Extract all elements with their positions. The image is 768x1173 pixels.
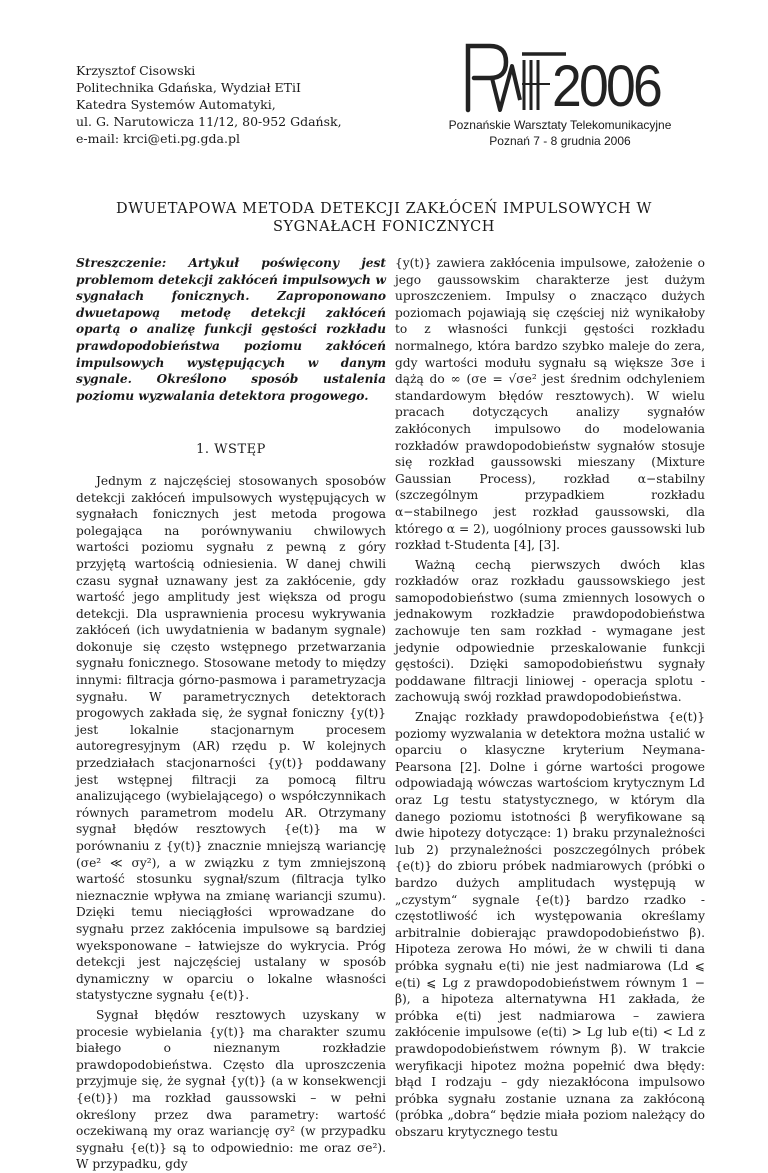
author-email: e-mail: krci@eti.pg.gda.pl [76,131,240,146]
paper-title [60,200,708,236]
logo-caption-date: Poznań 7 - 8 grudnia 2006 [489,134,631,148]
body-paragraph: Znając rozkłady prawdopodobieństwa {e(t)} poziomy wyzwalania w detektora można ustalić w oparciu o klasyczne kryterium Neymana-Pearsona [2]. Dolne i górne wartości progowe odpowiadają wówczas wartościom krytycznym Ld oraz Lg testu statystycznego, w którym dla danego poziomu istotności β weryfikowane są dwie hipotezy dotyczące: 1) braku przynależności lub 2) przynależności poszczególnych próbek {e(t)} do zbioru próbek nadmiarowych (próbki o bardzo dużych amplitudach występują w „czystym“ sygnale {e(t)} bardzo rzadko - częstotliwość ich występowania określamy arbitralnie dobierając prawdopodobieństwo β). Hipoteza zerowa Ho mówi, że w chwili ti dana próbka sygnału e(ti) nie jest nadmiarowa (Ld ⩽ e(ti) ⩽ Lg z prawdopodobieństwem równym 1 − β), a hipoteza alternatywna H1 zakłada, że próbka e(ti) jest nadmiarowa – zawiera zakłócenie impulsowe (e(ti) > Lg lub e(ti) < Ld z prawdopodobieństwem równym β). W trakcie weryfikacji hipotez można popełnić dwa błędy: błąd I rodzaju – gdy niezakłócona impulsowo próbka sygnału zostanie uznana za zakłóconą (próbka „dobra“ będzie miała poziom należący do obszaru krytycznego testu [395,710,705,1139]
pwt-logo-graphic [462,40,662,114]
author-name: Krzysztof Cisowski [76,63,196,78]
body-paragraph: Sygnał błędów resztowych uzyskany w procesie wybielania {y(t)} ma charakter szumu białego o nieznanym rozkładzie prawdopodobieństwa. Często dla uproszczenia przyjmuje się, że sygnał {y(t)} (a w konsekwencji {e(t)}) ma rozkład gaussowski – w pełni określony przez dwa parametry: wartość oczekiwaną my oraz wariancję σy² (w przypadku sygnału {e(t)} są to odpowiednio: me oraz σe²). W przypadku, gdy [76,1007,386,1172]
author-address: ul. G. Narutowicza 11/12, 80-952 Gdańsk, [76,114,342,129]
author-affiliation: Politechnika Gdańska, Wydział ETiI [76,80,301,95]
right-column [395,255,705,1140]
section-heading: 1. WSTĘP [196,442,266,458]
logo-caption-workshop: Poznańskie Warsztaty Telekomunikacyjne [448,118,672,132]
author-block [76,62,342,147]
title-line-1: DWUETAPOWA METODA DETEKCJI ZAKŁÓCEŃ IMPULSOWYCH W [115,201,652,217]
body-paragraph: Ważną cechą pierwszych dwóch klas rozkładów oraz rozkładu gaussowskiego jest samopodobieństwo (suma zmiennych losowych o jednakowym rozkładzie prawdopodobieństwa zachowuje ten sam rozkład - wymagane jest jedynie odpowiednie przeskalowanie funkcji gęstości). Dzięki samopodobieństwu sygnały poddawane filtracji liniowej - operacja splotu - zachowują swój rozkład prawdopodobieństwa. [395,557,705,705]
author-department: Katedra Systemów Automatyki, [76,97,276,112]
body-paragraph: {y(t)} zawiera zakłócenia impulsowe, założenie o jego gaussowskim charakterze jest dużym uproszczeniem. Impulsy o znacząco dużych poziomach pojawiają się częściej niż wynikałoby to z własności funkcji gęstości rozkładu normalnego, która bardzo szybko maleje do zera, gdy wartości modułu sygnału są większe 3σe i dążą do ∞ (σe = √σe² jest średnim odchyleniem standardowym błędów resztowych). W wielu pracach dotyczących analizy sygnałów zakłóconych impulsowo do modelowania rozkładów prawdopodobieństw sygnałów stosuje się rozkład gaussowski mieszany (Mixture Gaussian Process), rozkład α−stabilny (szczególnym przypadkiem rozkładu α−stabilnego jest rozkład gaussowski, dla którego α = 2), uogólniony proces gaussowski lub rozkład t-Studenta [4], [3]. [395,256,705,553]
logo-year: 2006 [552,54,661,114]
conference-logo [440,40,680,162]
title-line-2: SYGNAŁACH FONICZNYCH [272,219,496,235]
body-paragraph: Jednym z najczęściej stosowanych sposobów detekcji zakłóceń impulsowych występujących w sygnałach fonicznych jest metoda progowa polegająca na porównywaniu chwilowych wartości poziomu sygnału z pewną z góry przyjętą wartością odniesienia. W danej chwili czasu sygnał uznawany jest za zakłócenie, gdy wartość jego amplitudy jest większa od progu detekcji. Dla usprawnienia procesu wykrywania zakłóceń (ich uwydatnienia w badanym sygnale) dokonuje się często wstępnego przetwarzania sygnału fonicznego. Stosowane metody to między innymi: filtracja górno-pasmowa i parametryzacja sygnału. W parametrycznych detektorach progowych zakłada się, że sygnał foniczny {y(t)} jest lokalnie stacjonarnym procesem autoregresyjnym (AR) rzędu p. W kolejnych przedziałach stacjonarności {y(t)} poddawany jest wstępnej filtracji za pomocą filtru analizującego (wybielającego) o współczynnikach równych parametrom modelu AR. Otrzymany sygnał błędów resztowych {e(t)} ma w porównaniu z {y(t)} znacznie mniejszą wariancję (σe² ≪ σy²), a w związku z tym zmniejszoną wartość stosunku sygnał/szum (filtracja tylko nieznacznie wpływa na zmianę wariancji szumu). Dzięki temu nieciągłości wprowadzane do sygnału przez zakłócenia impulsowe są bardziej wyeksponowane – łatwiejsze do wykrycia. Próg detekcji jest najczęściej ustalany w sposób dynamiczny w oparciu o lokalne własności statystyczne sygnału {e(t)}. [76,473,386,1003]
left-column [76,255,386,1173]
abstract: Streszczenie: Artykuł poświęcony jest problemom detekcji zakłóceń impulsowych w sygnałach fonicznych. Zaproponowano dwuetapową metodę detekcji zakłóceń opartą o analizę funkcji gęstości rozkładu prawdopodobieństwa poziomu zakłóceń impulsowych występujących w danym sygnale. Określono sposób ustalenia poziomu wyzwalania detektora progowego. [76,256,386,403]
